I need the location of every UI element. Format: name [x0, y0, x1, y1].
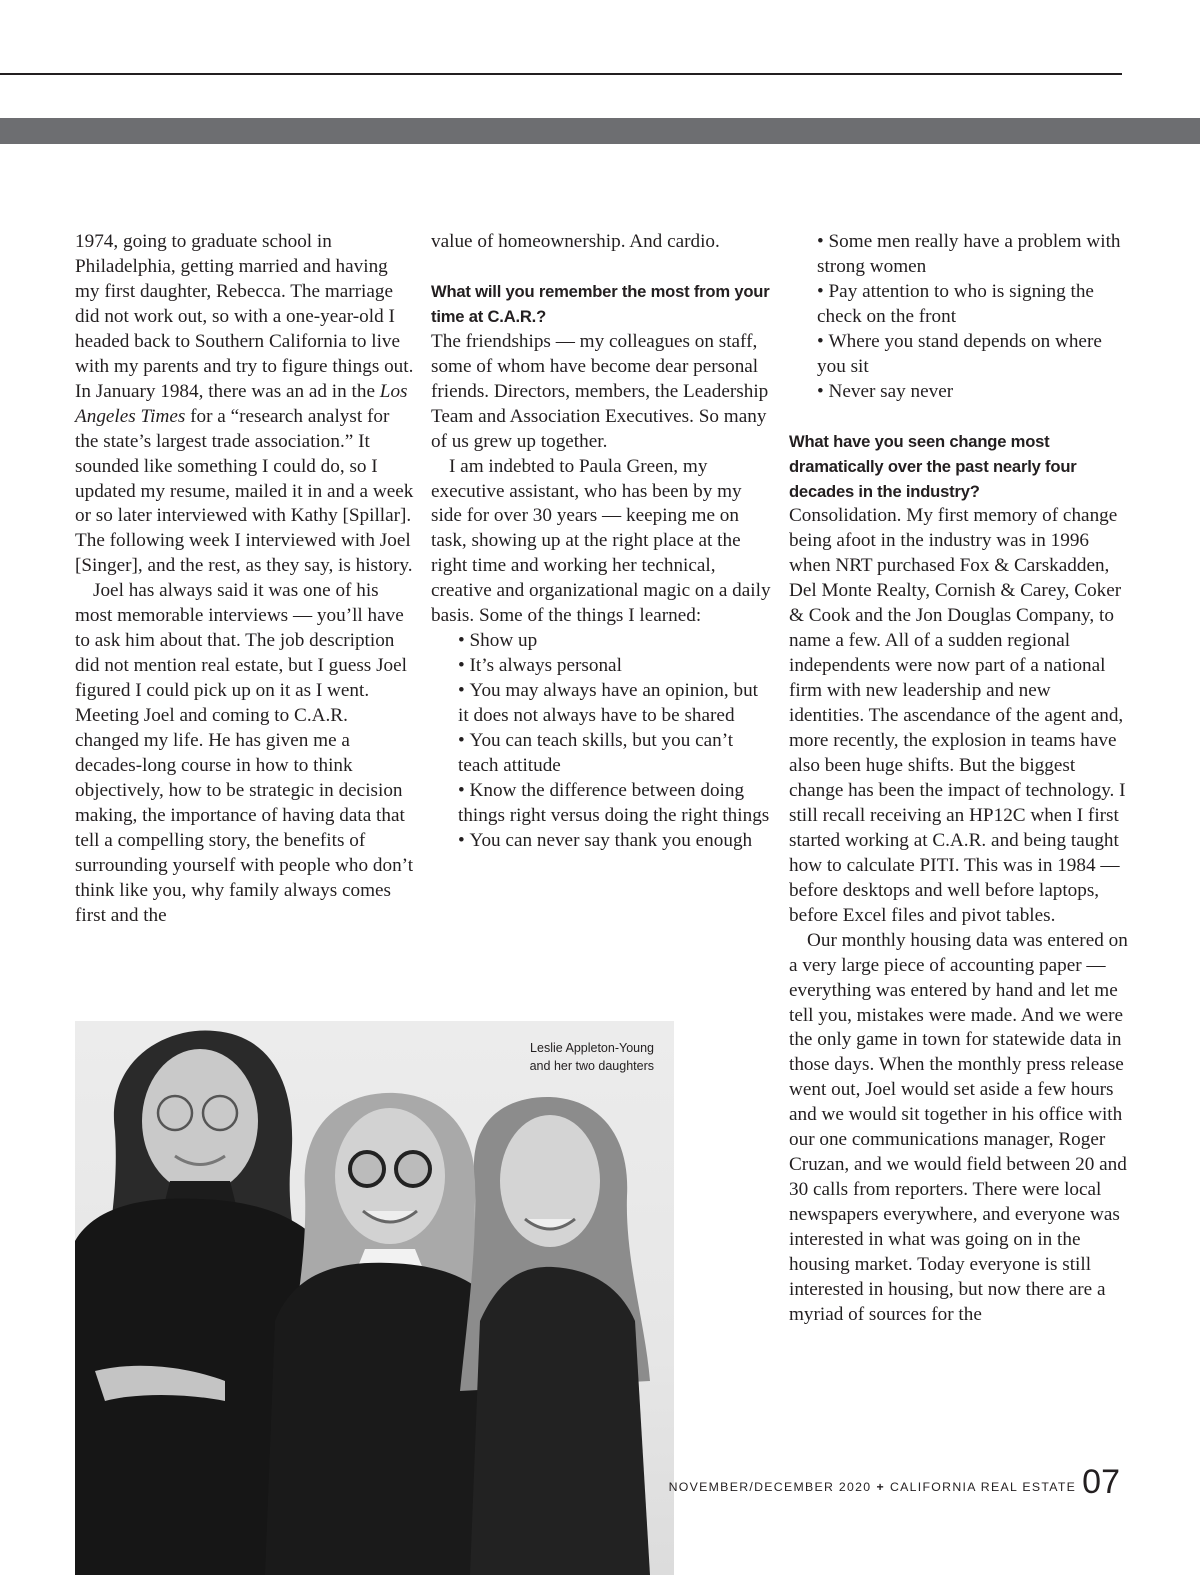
list-item: • It’s always personal	[458, 654, 773, 679]
article-column-1	[75, 230, 415, 929]
page-number: 07	[1082, 1463, 1120, 1501]
list-item: • You may always have an opinion, but it does not always have to be shared	[458, 679, 773, 729]
lessons-list	[431, 629, 773, 854]
paragraph: Joel has always said it was one of his most memorable interviews — you’ll have to ask him about that. The job description did not mention real estate, but I guess Joel figured I could pick up on it as I went. Meeting Joel and coming to C.A.R. changed my life. He has given me a decades-long course in how to think objectively, how to be strategic in decision making, the importance of having data that tell a compelling story, the benefits of surrounding yourself with people who don’t think like you, why family always comes first and the	[75, 580, 414, 926]
paragraph: The friendships — my colleagues on staff, some of whom have become dear personal friends. Directors, members, the Leadership Team and Association Executives. So many of us grew up together.	[431, 330, 769, 452]
paragraph: I am indebted to Paula Green, my executive assistant, who has been by my side for over 30 years — keeping me on task, showing up at the right place at the right time and working her technical, creative and organizational magic on a daily basis. Some of the things I learned:	[431, 455, 771, 627]
list-item: • Pay attention to who is signing the check on the front	[817, 280, 1129, 330]
publication-name: Los Angeles Times	[75, 380, 408, 427]
paragraph: value of homeownership. And cardio.	[431, 231, 720, 252]
interview-question: What will you remember the most from your time at C.A.R.?	[431, 281, 770, 326]
paragraph: 1974, going to graduate school in Philadelphia, getting married and having my first daughter, Rebecca. The marriage did not work out, so with a one-year-old I headed back to Southern California to live with my parents and try to figure things out. In January 1984, there was an ad in the Los Angeles Times for a “research analyst for the state’s largest trade association.” It sounded like something I could do, so I updated my resume, mailed it in and a week or so later interviewed with Kathy [Spillar]. The following week I interviewed with Joel [Singer], and the rest, as they say, is history.	[75, 231, 414, 577]
list-item: • Never say never	[817, 380, 1129, 405]
paragraph: Our monthly housing data was entered on a very large piece of accounting paper — everything was entered by hand and let me tell you, mistakes were made. And we were the only game in town for statewide data in those days. When the monthly press release went out, Joel would set aside a few hours and we would sit together in his office with our one communications manager, Roger Cruzan, and we would field between 20 and 30 calls from reporters. There were local newspapers everywhere, and everyone was interested in what was going on in the housing market. Today everyone is still interested in housing, but now there are a myriad of sources for the	[789, 929, 1128, 1325]
plus-icon: +	[876, 1480, 885, 1494]
list-item: • Know the difference between doing things right versus doing the right things	[458, 779, 773, 829]
header-rule	[0, 73, 1122, 75]
list-item: • Where you stand depends on where you sit	[817, 330, 1129, 380]
interview-question: What have you seen change most dramatically over the past nearly four decades in the industry?	[789, 431, 1077, 501]
list-item: • Show up	[458, 629, 773, 654]
footer-issue: NOVEMBER/DECEMBER 2020 + CALIFORNIA REAL ESTATE	[668, 1480, 1077, 1494]
page-footer	[669, 1465, 1120, 1499]
article-column-2	[431, 230, 773, 854]
photo-illustration	[75, 1021, 674, 1575]
list-item: • Some men really have a problem with strong women	[817, 230, 1129, 280]
photo-caption: Leslie Appleton-Young and her two daughters	[529, 1041, 654, 1073]
list-item: • You can teach skills, but you can’t teach attitude	[458, 729, 773, 779]
list-item: • You can never say thank you enough	[458, 829, 773, 854]
lessons-list-continued	[789, 230, 1129, 405]
header-band	[0, 118, 1200, 144]
article-column-3	[789, 230, 1129, 1328]
family-photo	[75, 1021, 674, 1575]
paragraph: Consolidation. My first memory of change being afoot in the industry was in 1996 when NRT purchased Fox & Carskadden, Del Monte Realty, Cornish & Carey, Coker & Cook and the Jon Douglas Company, to name a few. All of a sudden regional independents were now part of a national firm with new leadership and new identities. The ascendance of the agent and, more recently, the explosion in teams have also been huge shifts. But the biggest change has been the impact of technology. I still recall receiving an HP12C when I first started working at C.A.R. and being taught how to calculate PITI. This was in 1984 — before desktops and well before laptops, before Excel files and pivot tables.	[789, 505, 1126, 926]
